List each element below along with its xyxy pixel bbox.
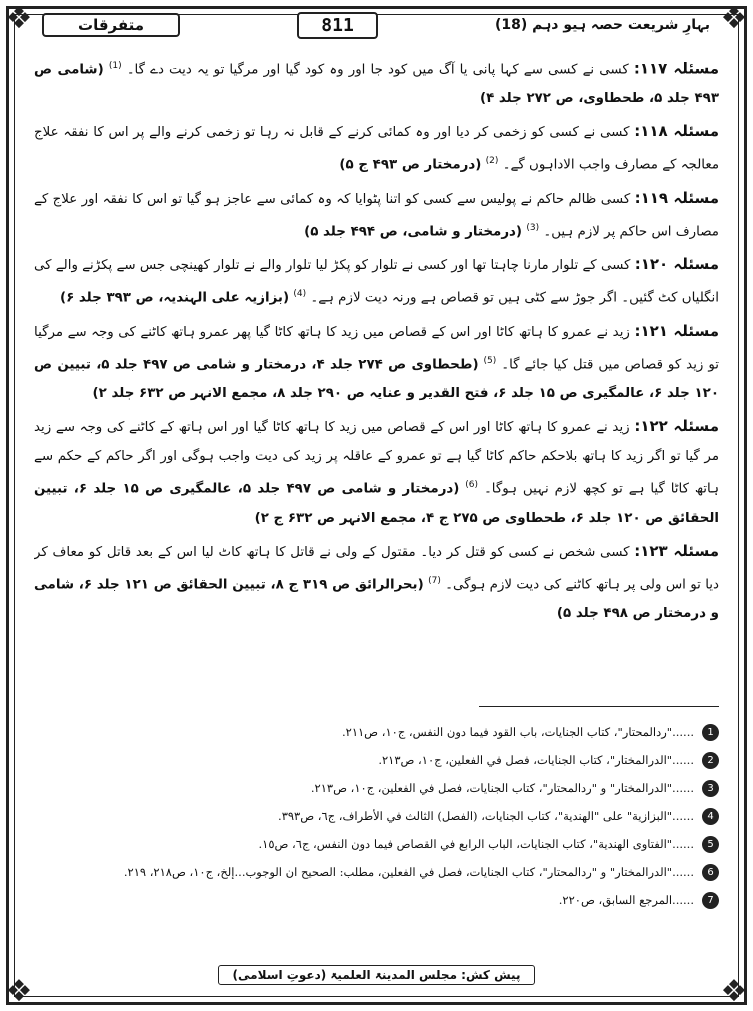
masala-118 bbox=[34, 117, 719, 179]
footnote-item bbox=[34, 774, 719, 802]
masala-122 bbox=[34, 412, 719, 532]
footnote-text: ......"الدرالمختار" و "ردالمحتار"، كتاب الجنايات، فصل في الفعلين، ج١٠، ص٢١٣. bbox=[310, 781, 694, 795]
masala-label: مسئلہ ۱۲۰: bbox=[634, 255, 719, 274]
corner-ornament-icon: ❖ bbox=[720, 1, 748, 36]
corner-ornament-icon: ❖ bbox=[720, 974, 748, 1009]
footnote-number: 1 bbox=[702, 724, 719, 741]
footnote-number: 2 bbox=[702, 752, 719, 769]
footnote-marker[interactable]: (2) bbox=[485, 156, 499, 167]
masala-label: مسئلہ ۱۱۹: bbox=[634, 188, 719, 207]
footnote-marker[interactable]: (4) bbox=[293, 289, 307, 300]
footnote-marker[interactable]: (1) bbox=[108, 61, 122, 71]
footnote-marker[interactable]: (5) bbox=[483, 355, 497, 366]
footnote-text: ......"البزازية" على "الهندية"، كتاب الجنايات، (الفصل) الثالث في الأطراف، ج٦، ص٣٩٣. bbox=[278, 809, 694, 823]
book-title: بہارِ شریعت حصہ ہیو دہم (18) bbox=[494, 17, 710, 33]
footnote-item bbox=[34, 746, 719, 774]
footnote-text: ......المرجع السابق، ص٢٢٠. bbox=[558, 893, 694, 907]
page-header bbox=[42, 8, 710, 42]
footnote-item bbox=[34, 886, 719, 914]
masala-reference: (بزازیہ علی الہندیہ، ص ۳۹۳ جلد ۶) bbox=[59, 290, 290, 306]
masala-120 bbox=[34, 250, 719, 312]
footnote-item bbox=[34, 858, 719, 886]
masala-text: کسی ظالم حاکم نے پولیس سے کسی کو اتنا پٹوایا کہ وہ کمائی سے عاجز ہو گیا تو اس کا نفقہ اور علاج کے مصارف اس حاکم پر لازم ہیں۔ bbox=[34, 191, 719, 240]
footnote-item bbox=[34, 718, 719, 746]
footnote-item bbox=[34, 802, 719, 830]
footnote-text: ......"ردالمحتار"، كتاب الجنايات، باب القود فيما دون النفس، ج١٠، ص٢١١. bbox=[341, 725, 694, 739]
masala-text: کسی شخص نے کسی کو قتل کر دیا۔ مقتول کے ولی نے قاتل کا ہاتھ کاٹ لیا اس کے بعد قاتل کو معاف کر دیا تو اس ولی پر ہاتھ کاٹنے کی دیت لازم ہوگی۔ bbox=[34, 544, 719, 593]
footnote-number: 6 bbox=[702, 864, 719, 881]
publisher-credit: پیش کش: مجلس المدینۃ العلمیۃ (دعوتِ اسلامی) bbox=[218, 965, 536, 985]
footnote-item bbox=[34, 830, 719, 858]
footnote-marker[interactable]: (7) bbox=[428, 575, 441, 586]
masala-117 bbox=[34, 52, 719, 113]
footnote-number: 5 bbox=[702, 836, 719, 853]
masala-text: کسی کے تلوار مارنا چاہتا تھا اور کسی نے تلوار کو پکڑ لیا تلوار والے نے تلوار کھینچی جس سے پکڑنے والے کی انگلیاں کٹ گئیں۔ اگر جوڑ سے کٹی ہیں تو قصاص ہے ورنہ دیت لازم ہے۔ bbox=[34, 258, 719, 306]
masala-label: مسئلہ ۱۲۱: bbox=[634, 321, 719, 340]
section-title: متفرقات bbox=[42, 13, 180, 37]
page-footer bbox=[0, 960, 753, 990]
footnote-marker[interactable]: (6) bbox=[465, 480, 479, 491]
footnote-text: ......"الدرالمختار"، كتاب الجنايات، فصل في الفعلين، ج١٠، ص٢١٣. bbox=[378, 753, 694, 767]
footnote-number: 4 bbox=[702, 808, 719, 825]
footnote-number: 7 bbox=[702, 892, 719, 909]
masala-label: مسئلہ ۱۲۲: bbox=[634, 417, 719, 436]
page-number: 811 bbox=[297, 12, 378, 39]
masala-label: مسئلہ ۱۱۸: bbox=[634, 122, 719, 141]
corner-ornament-icon: ❖ bbox=[5, 974, 33, 1009]
footnote-number: 3 bbox=[702, 780, 719, 797]
masala-text: کسی نے کسی کو زخمی کر دیا اور وہ کمائی کرنے کے قابل نہ رہا تو زخمی کرنے والے پر اس کا نفقہ علاج معالجہ کے مصارف واجب الاداہوں گے۔ bbox=[34, 125, 719, 173]
masala-label: مسئلہ ۱۱۷: bbox=[633, 59, 719, 78]
masala-reference: (درمختار ص ۴۹۳ ج ۵) bbox=[339, 157, 482, 173]
masala-reference: (درمختار و شامی ص ۴۹۷ جلد ۵، عالمگیری ص ۱۵ جلد ۶، تبیین الحقائق ص ۱۲۰ جلد ۶، طحطاوی ص ۲۷۵ ج ۴، مجمع الانہر ص ۶۳۲ ج ۲) bbox=[34, 481, 719, 526]
masala-reference: (شامی ص ۴۹۳ جلد ۵، طحطاوی، ص ۲۷۲ جلد ۴) bbox=[34, 62, 719, 107]
footnotes bbox=[34, 718, 719, 958]
masala-123 bbox=[34, 537, 719, 628]
masala-text: زید نے عمرو کا ہاتھ کاٹا اور اس کے قصاص میں زید کا ہاتھ کاٹا گیا اور اس ہاتھ کے کاٹنے کی وجہ سے زید مر گیا تو اگر زید کا ہاتھ بلاحکم حاکم کاٹا گیا ہے تو عمرو کے عاقلہ پر زید کی دیت واجب ہوگی اور اگر حاکم کے حکم سے ہاتھ کاٹا گیا ہے تو کچھ لازم نہیں ہوگا۔ bbox=[34, 420, 719, 497]
footnote-marker[interactable]: (3) bbox=[526, 222, 540, 233]
footnote-text: ......"الفتاوى الهندية"، كتاب الجنايات، الباب الرابع في القصاص فيما دون النفس، ج٦، ص١٥. bbox=[258, 837, 694, 851]
masala-text: کسی نے کسی سے کہا پانی یا آگ میں کود جا اور وہ کود گیا اور مرگیا تو یہ دیت دے گا۔ bbox=[126, 62, 629, 78]
masala-reference: (طحطاوی ص ۲۷۴ جلد ۴، درمختار و شامی ص ۴۹۷ جلد ۵، تبیین ص ۱۲۰ جلد ۶، عالمگیری ص ۱۵ جلد ۶، فتح القدیر و عنایہ ص ۲۹۰ جلد ۸، مجمع الانہر ص ۶۳۲ جلد ۲) bbox=[34, 357, 719, 402]
masala-text: زید نے عمرو کا ہاتھ کاٹا اور اس کے قصاص میں زید کا ہاتھ کاٹا گیا پھر عمرو ہاتھ کاٹنے کی وجہ سے مرگیا تو زید کو قصاص میں قتل کیا جائے گا۔ bbox=[34, 324, 719, 373]
masala-reference: (درمختار و شامی، ص ۴۹۴ جلد ۵) bbox=[304, 224, 523, 240]
footnote-divider bbox=[479, 706, 719, 707]
masala-label: مسئلہ ۱۲۳: bbox=[634, 541, 719, 560]
masala-121 bbox=[34, 317, 719, 408]
main-text bbox=[34, 52, 719, 702]
footnote-text: ......"الدرالمختار" و "ردالمحتار"، كتاب الجنايات، فصل في الفعلين، مطلب: الصحيح ان الوجوب...إلخ، ج١٠، ص٢١٨، ٢١٩. bbox=[123, 865, 694, 879]
corner-ornament-icon: ❖ bbox=[5, 1, 33, 36]
masala-119 bbox=[34, 184, 719, 246]
masala-reference: (بحرالرائق ص ۳۱۹ ج ۸، تبیین الحقائق ص ۱۲۱ جلد ۶، شامی و درمختار ص ۴۹۸ جلد ۵) bbox=[34, 577, 719, 622]
